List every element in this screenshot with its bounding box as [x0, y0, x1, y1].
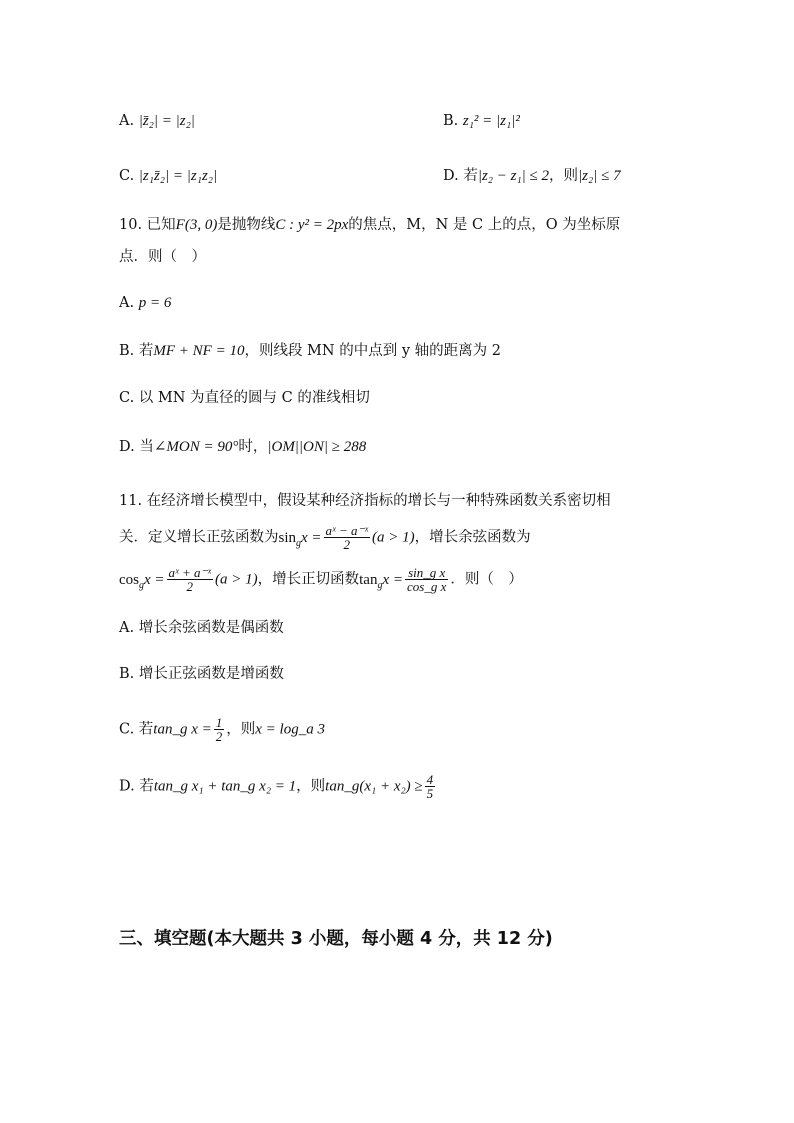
q11-option-d-math2: tan_g(x₁ + x₂) ≥	[325, 778, 423, 795]
q11-sin-den: 2	[343, 537, 351, 552]
q10-option-b-math: MF + NF = 10	[153, 343, 245, 359]
q10-option-c: C. 以 MN 为直径的圆与 C 的准线相切	[119, 390, 370, 406]
q9-option-a-math: |z̄₂| = |z₂|	[138, 113, 195, 129]
q11-sin-lhs: sin	[278, 529, 297, 546]
q11-stem-line2-post: ，增长余弦函数为	[414, 529, 531, 546]
q9-option-b	[443, 110, 520, 132]
q9-option-b-label: B.	[443, 113, 459, 129]
q9-option-a-label: A.	[119, 113, 135, 129]
q11-tan-den: cos_g x	[407, 579, 447, 594]
q11-option-d-fraction	[425, 773, 436, 800]
q10-option-b	[119, 340, 501, 362]
q11-option-d-num: 4	[426, 772, 434, 787]
q11-sin-var: x =	[301, 529, 322, 546]
q11-option-d-den: 5	[426, 786, 434, 801]
q11-option-c-math1: tan_g x =	[153, 721, 212, 738]
q9-option-c-label: C.	[119, 168, 135, 184]
q11-stem-line3-mid: ，增长正切函数	[257, 571, 360, 588]
q11-option-d-pre: D. 若	[119, 778, 154, 795]
q11-option-d-mid: ，则	[296, 778, 326, 795]
q11-cos-fraction	[167, 566, 213, 593]
q11-option-c-fraction	[214, 716, 225, 743]
q11-sin-fraction	[324, 524, 370, 551]
q11-option-c	[119, 716, 325, 743]
q11-option-c-den: 2	[215, 729, 223, 744]
q10-stem-math1: F(3, 0)	[175, 217, 218, 233]
q10-option-d-math1: ∠MON = 90°	[153, 439, 239, 455]
q9-option-d-math2: |z₂| ≤ 7	[578, 168, 621, 184]
q11-option-c-num: 1	[215, 715, 223, 730]
q11-option-a: A. 增长余弦函数是偶函数	[119, 620, 284, 636]
q11-stem-line3	[119, 566, 523, 593]
q11-stem-line1: 11. 在经济增长模型中，假设某种经济指标的增长与一种特殊函数关系密切相	[119, 493, 611, 509]
q10-option-b-post: ，则线段 MN 的中点到 y 轴的距离为 2	[244, 343, 501, 359]
q10-stem-post: 的焦点，M，N 是 C 上的点，O 为坐标原	[348, 217, 621, 233]
q10-stem-line2: 点．则（ ）	[119, 249, 206, 265]
q9-option-c-math: |z₁z̄₂| = |z₁z₂|	[138, 168, 218, 184]
q11-option-b: B. 增长正弦函数是增函数	[119, 666, 284, 682]
q11-cos-sub: g	[139, 579, 144, 591]
q10-stem-pre: 10. 已知	[119, 217, 176, 233]
q9-options-row1	[119, 110, 520, 132]
q9-option-d-label: D.	[443, 168, 459, 184]
q11-sin-cond: (a > 1)	[372, 529, 415, 546]
q10-stem-line1	[119, 214, 620, 236]
q11-sin-num: aˣ − a⁻ˣ	[325, 523, 369, 538]
q10-option-d-math2: |OM||ON| ≥ 288	[267, 439, 367, 455]
q11-option-c-mid: ，则	[226, 721, 256, 738]
q11-option-c-pre: C. 若	[119, 721, 154, 738]
q11-cos-num: aˣ + a⁻ˣ	[168, 565, 212, 580]
q9-options-row2	[119, 165, 621, 187]
section-heading-fill-in: 三、填空题(本大题共 3 小题，每小题 4 分，共 12 分)	[119, 929, 553, 949]
q10-option-d-pre: D. 当	[119, 439, 154, 455]
q11-option-d	[119, 773, 437, 800]
q11-sin-sub: g	[296, 537, 302, 549]
q11-tan-lhs: tan	[359, 571, 378, 588]
q11-stem-line2-pre: 关．定义增长正弦函数为	[119, 529, 279, 546]
q9-option-b-math: z₁² = |z₁|²	[462, 113, 520, 129]
q11-tan-num: sin_g x	[405, 566, 448, 580]
q11-cos-den: 2	[186, 579, 194, 594]
q11-stem-line3-post: ．则（ ）	[450, 571, 523, 588]
q11-cos-cond: (a > 1)	[215, 571, 258, 588]
q10-option-a-label: A.	[119, 295, 135, 311]
q9-option-d-math1: |z₂ − z₁| ≤ 2	[477, 168, 550, 184]
q10-stem-mid: 是抛物线	[217, 217, 276, 233]
q11-tan-var: x =	[382, 571, 403, 588]
q9-option-d-pre: 若	[463, 168, 478, 184]
q11-cos-var: x =	[144, 571, 165, 588]
q11-cos-lhs: cos	[119, 571, 139, 588]
q10-option-d-mid: 时，	[238, 439, 268, 455]
q11-option-c-math2: x = log_a 3	[255, 721, 325, 738]
q10-option-a	[119, 292, 171, 314]
q9-option-d-mid: ，则	[549, 168, 579, 184]
q10-option-d	[119, 436, 366, 458]
q9-option-d	[443, 165, 621, 187]
q11-tan-fraction	[405, 566, 448, 593]
q10-stem-math2: C : y² = 2px	[275, 217, 349, 233]
q11-tan-sub: g	[377, 579, 383, 591]
q10-option-b-pre: B. 若	[119, 343, 154, 359]
q11-option-d-math1: tan_g x₁ + tan_g x₂ = 1	[153, 778, 297, 795]
q11-stem-line2	[119, 524, 531, 551]
q10-option-a-math: p = 6	[138, 295, 172, 311]
